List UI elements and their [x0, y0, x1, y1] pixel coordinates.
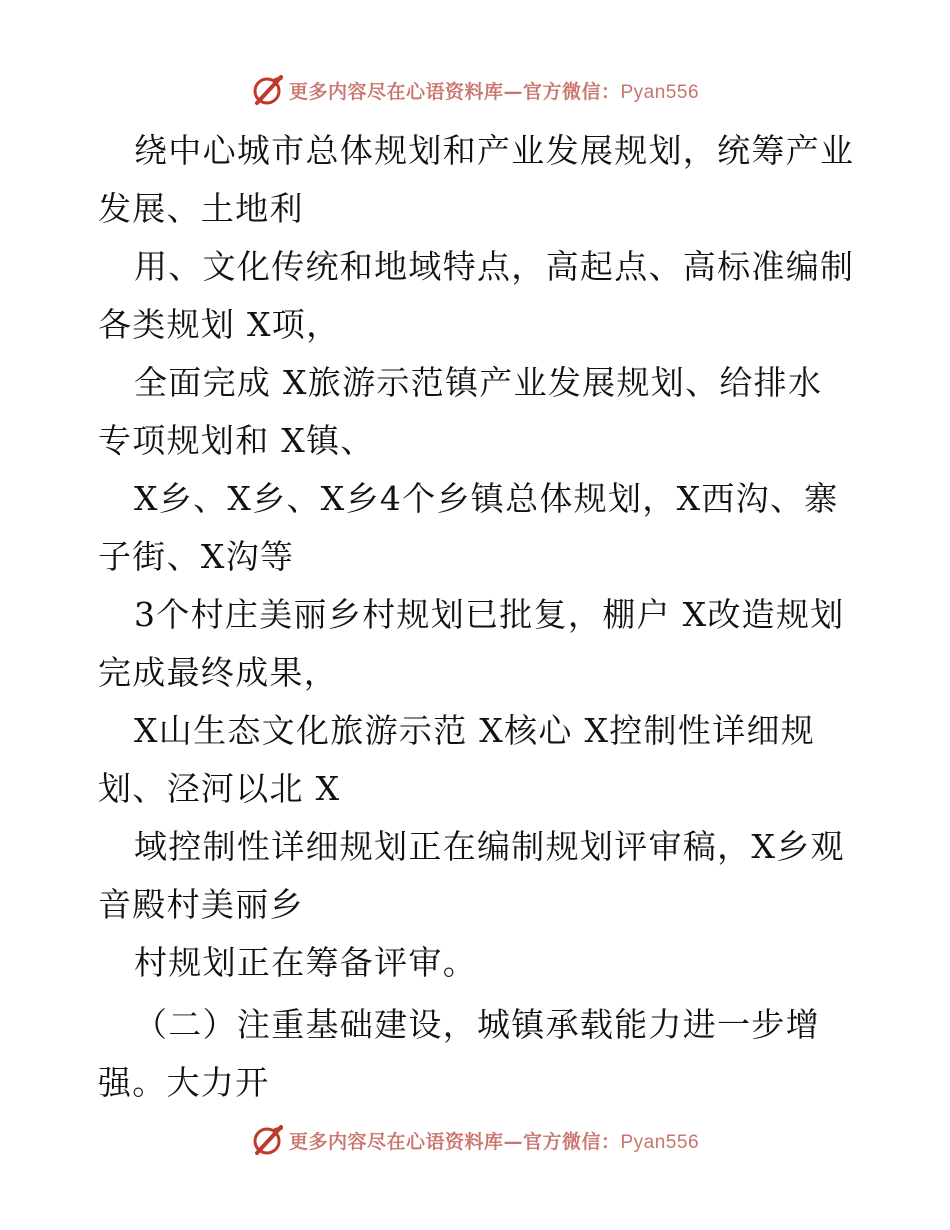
text-line: X乡、X乡、X乡4个乡镇总体规划，X西沟、寨 [134, 479, 839, 518]
text-line: 发展、土地利 [98, 189, 304, 228]
section-heading-line: （二）注重基础建设，城镇承载能力进一步增 [134, 1005, 820, 1044]
text-line: 各类规划 X项， [98, 305, 341, 344]
text-line: 绕中心城市总体规划和产业发展规划，统筹产业 [134, 131, 855, 170]
text-line: 用、文化传统和地域特点，高起点、高标准编制 [134, 247, 855, 286]
text-line: 强。大力开 [98, 1063, 270, 1102]
quill-logo-icon [251, 1123, 285, 1157]
text-line: 完成最终成果， [98, 653, 339, 692]
text-line: 划、泾河以北 X [98, 769, 341, 808]
text-line: 音殿村美丽乡 [98, 885, 304, 924]
watermark-header [0, 70, 950, 110]
text-line: 3个村庄美丽乡村规划已批复，棚户 X改造规划 [134, 595, 845, 634]
text-line: 专项规划和 X镇、 [98, 421, 375, 460]
watermark-text: 更多内容尽在心语资料库—官方微信：Pyan556 [288, 80, 700, 103]
watermark-footer [0, 1120, 950, 1160]
watermark-text: 更多内容尽在心语资料库—官方微信：Pyan556 [288, 1130, 700, 1153]
text-line: 全面完成 X旅游示范镇产业发展规划、给排水 [134, 363, 823, 402]
quill-logo-icon [251, 73, 285, 107]
text-line: 村规划正在筹备评审。 [134, 943, 477, 982]
text-line: X山生态文化旅游示范 X核心 X控制性详细规 [134, 711, 816, 750]
text-line: 子街、X沟等 [98, 537, 295, 576]
text-line: 域控制性详细规划正在编制规划评审稿，X乡观 [134, 827, 845, 866]
